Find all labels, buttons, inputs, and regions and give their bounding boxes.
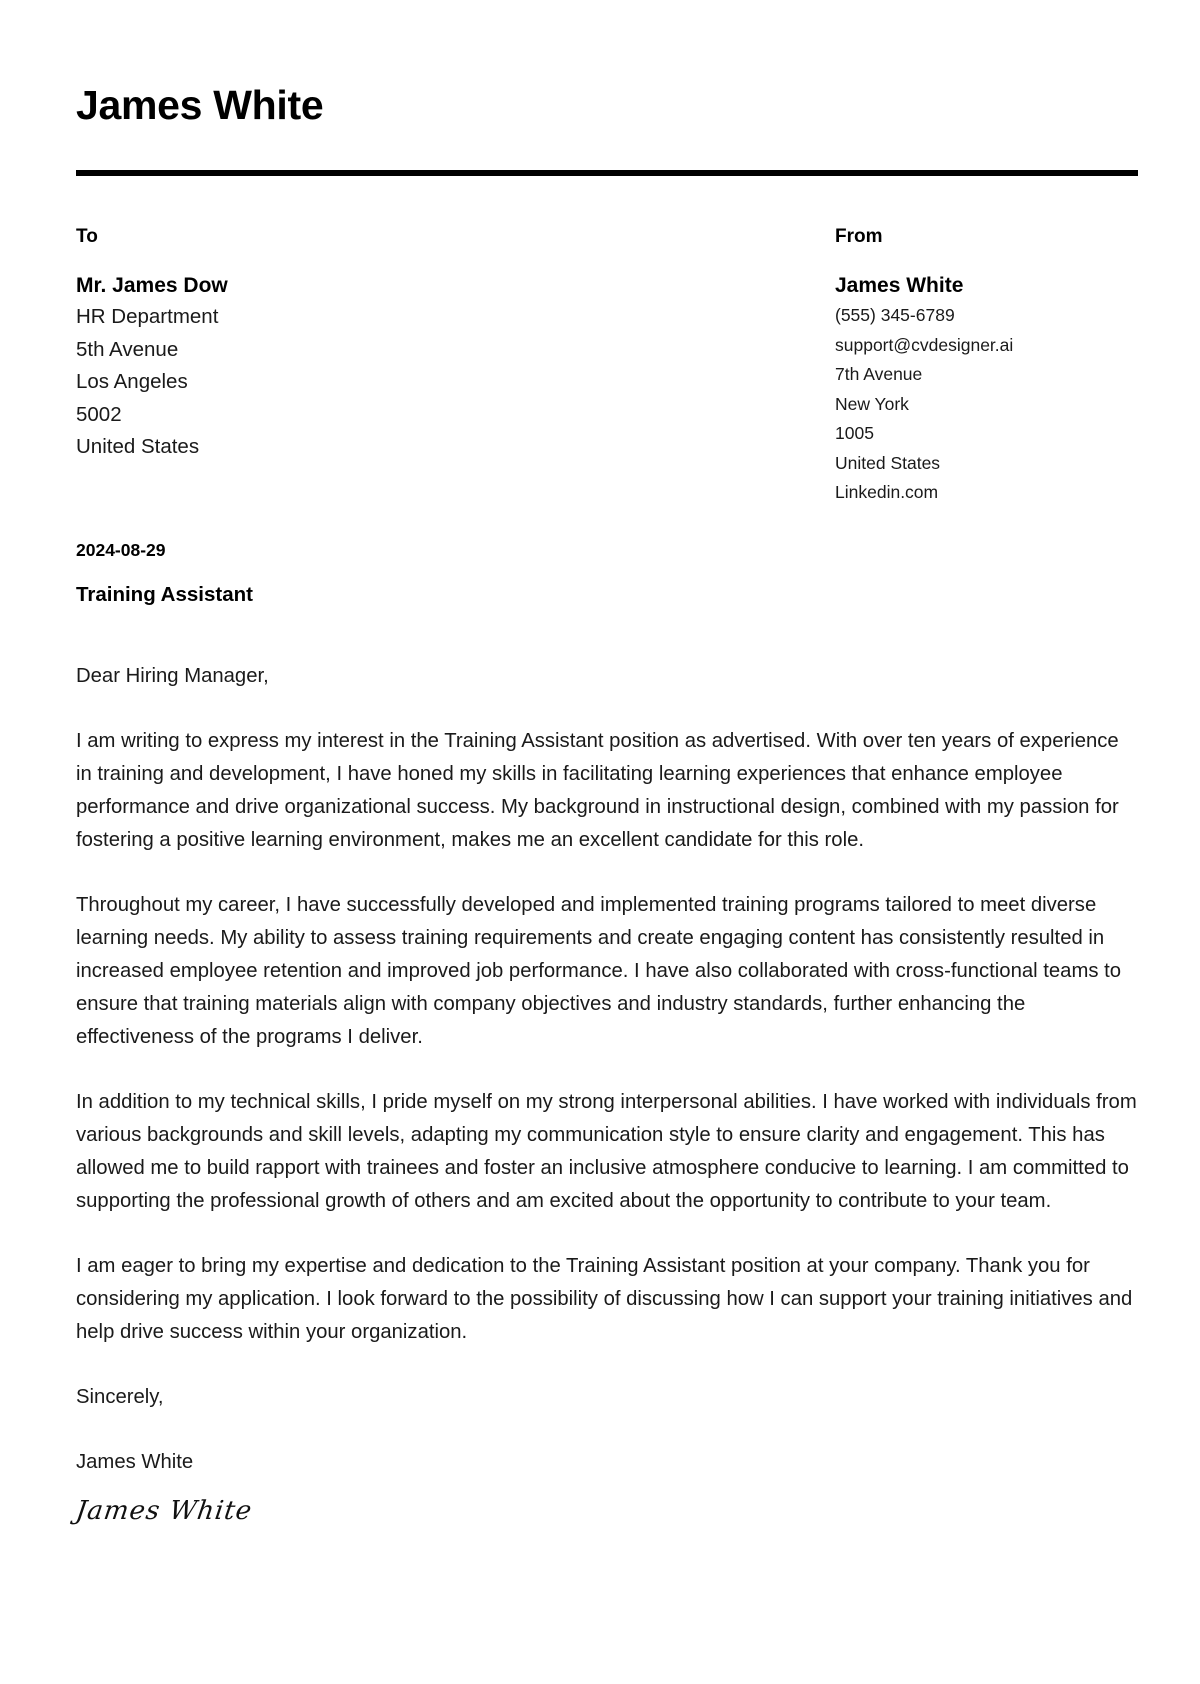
letter-closing: Sincerely, [76,1386,164,1408]
letter-body [76,660,1138,1511]
header-divider [76,170,1138,176]
recipient-label: To [76,226,98,247]
recipient-postcode: 5002 [76,402,122,426]
sender-postcode: 1005 [835,423,874,443]
sender-city: New York [835,393,909,414]
recipient-department: HR Department [76,305,219,328]
letter-paragraph: I am writing to express my interest in the Training Assistant position as advertised. With over ten years of experience in training and development, I have honed my skills in facilitating learning experiences that enhance employee performance and drive organizational success. My background in instructional design, combined with my passion for fostering a positive learning environment, makes me an excellent candidate for this role. [76,730,1119,851]
recipient-block [76,224,676,464]
letter-paragraph: Throughout my career, I have successfully developed and implemented training programs tailored to meet diverse learning needs. My ability to assess training requirements and create engaging content has consistently resulted in increased employee retention and improved job performance. I have also collaborated with cross-functional teams to ensure that training materials align with company objectives and industry standards, further enhancing the effectiveness of the programs I deliver. [76,894,1122,1048]
recipient-name: Mr. James Dow [76,274,228,297]
sender-block [835,224,1135,508]
letter-subject: Training Assistant [76,583,253,606]
sender-label: From [835,226,883,247]
letter-greeting: Dear Hiring Manager, [76,665,269,687]
letter-paragraph: I am eager to bring my expertise and dedication to the Training Assistant position at your company. Thank you for considering my application. I look forward to the possibility of discussing how I can support your training initiatives and help drive success within your organization. [76,1255,1133,1343]
sender-street: 7th Avenue [835,364,923,384]
handwritten-signature: James White [73,1496,255,1526]
applicant-name-heading: James White [76,82,324,128]
sender-email: support@cvdesigner.ai [835,334,1014,355]
recipient-street: 5th Avenue [76,337,179,361]
letter-date: 2024-08-29 [76,540,166,560]
sender-phone: (555) 345-6789 [835,305,955,325]
letter-paragraph: In addition to my technical skills, I pride myself on my strong interpersonal abilities. I have worked with individuals from various backgrounds and skill levels, adapting my communication style to ensure clarity and engagement. This has allowed me to build rapport with trainees and foster an inclusive atmosphere conducive to learning. I am committed to supporting the professional growth of others and am excited about the opportunity to contribute to your team. [76,1091,1137,1212]
sender-name: James White [835,274,964,297]
letter-closing-name: James White [76,1451,194,1473]
sender-linkedin: Linkedin.com [835,482,939,502]
recipient-city: Los Angeles [76,370,188,393]
recipient-country: United States [76,435,200,458]
sender-country: United States [835,452,941,473]
